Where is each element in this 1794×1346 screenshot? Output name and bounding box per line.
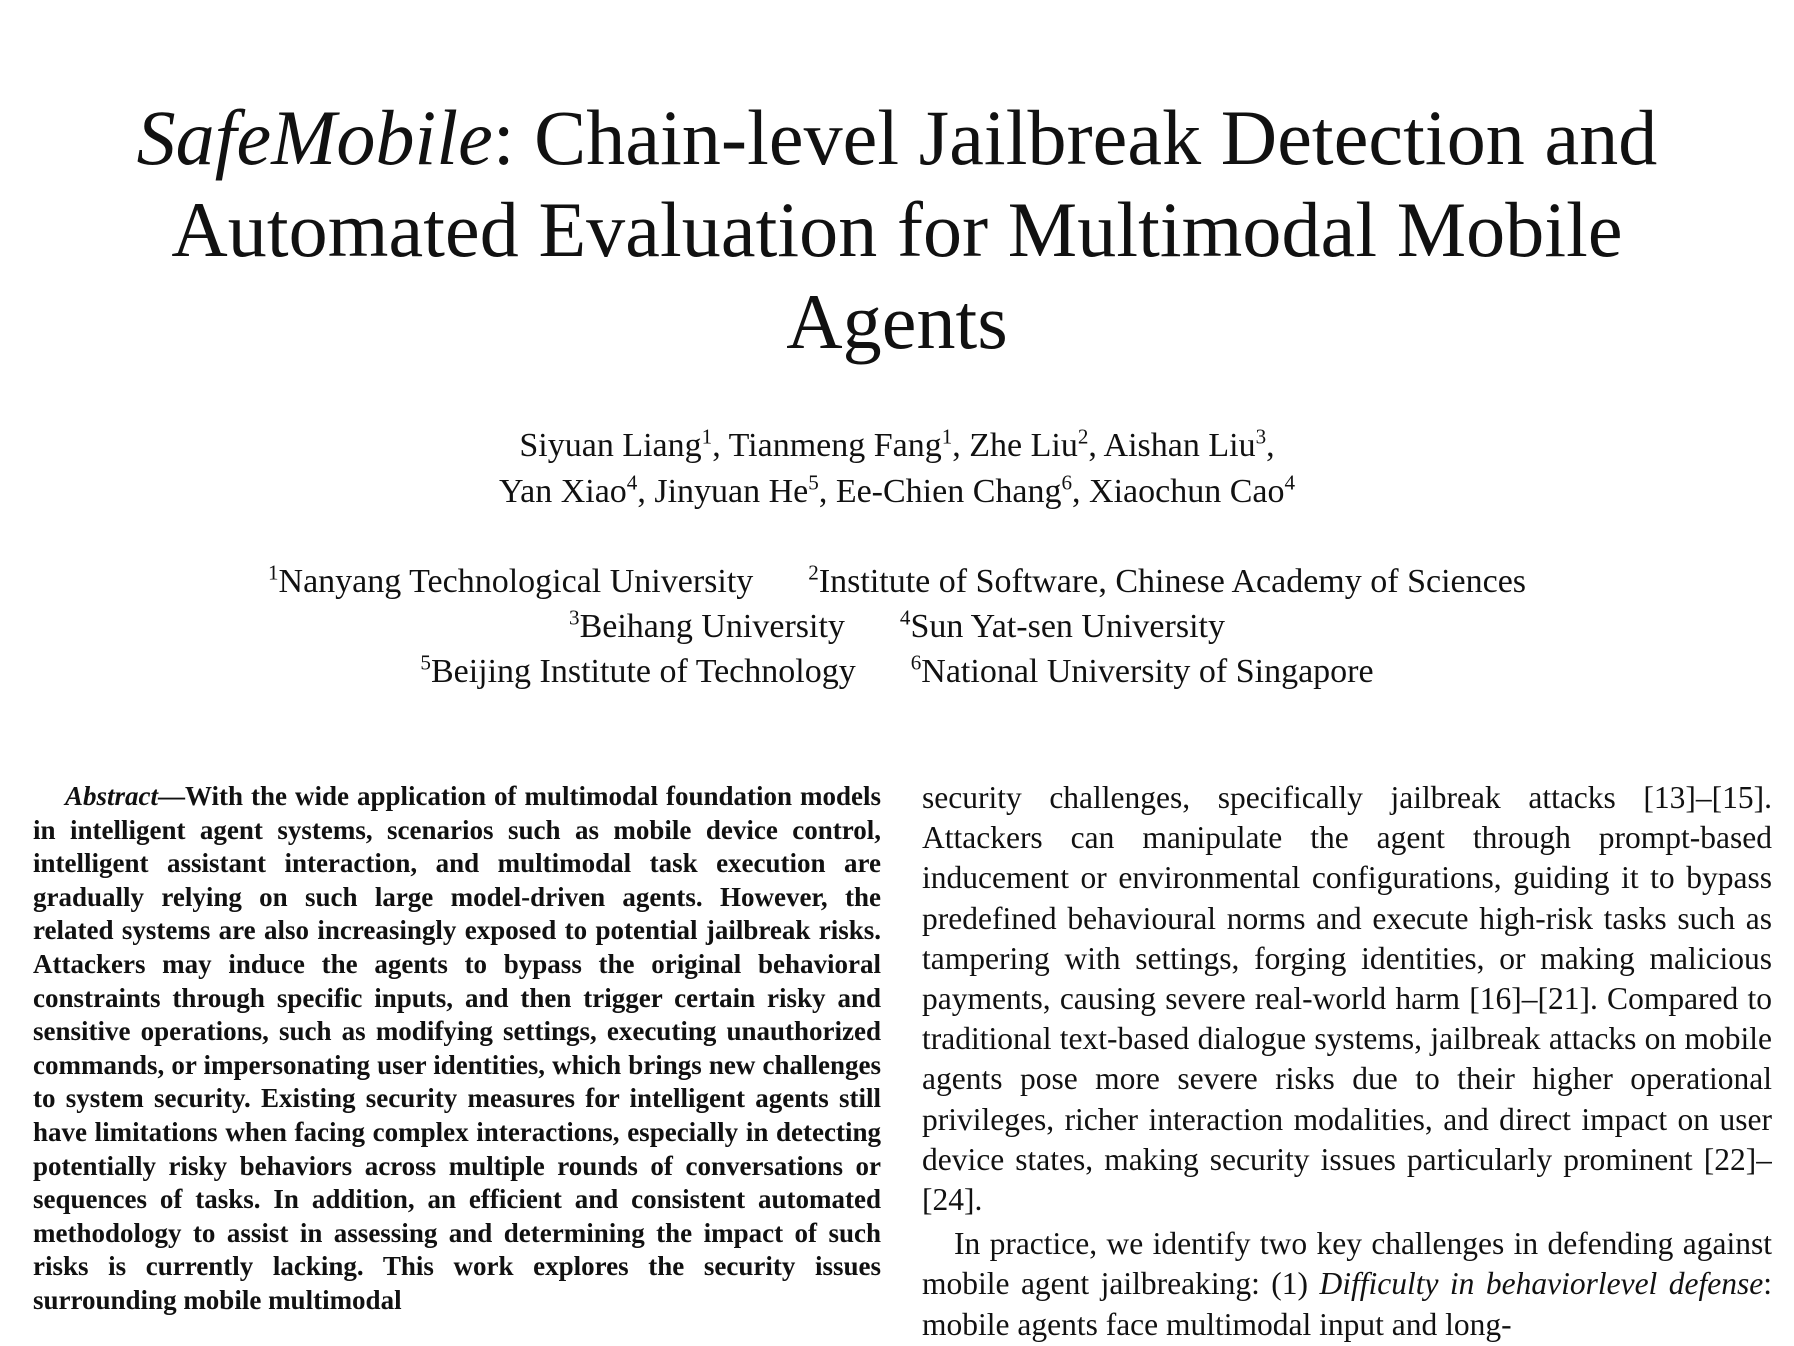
affiliation-marker: 1: [267, 560, 279, 585]
affiliation-name: Institute of Software, Chinese Academy of Sciences: [818, 563, 1527, 600]
authors: [250, 423, 1544, 515]
abstract-dash: —: [158, 781, 186, 811]
author-affiliation-marker: 1: [941, 424, 953, 449]
abstract-text: With the wide application of multimodal foundation models in intelligent agent systems, scenarios such as mobile device control, intelligent assistant interaction, and multimodal task execution are gradually relying on such large model-driven agents. However, the related systems are also increasingly exposed to potential jailbreak risks. Attackers may induce the agents to bypass the original behavioral constraints through specific inputs, and then trigger certain risky and sensitive operations, such as modifying settings, executing unauthorized commands, or impersonating user identities, which brings new challenges to system security. Existing security measures for intelligent agents still have limitations when facing complex interactions, especially in detecting potentially risky behaviors across multiple rounds of conversations or sequences of tasks. In addition, an efficient and consistent automated methodology to assist in assessing and determining the impact of such risks is currently lacking. This work explores the security issues surrounding mobile multimodal: [33, 781, 881, 1315]
paper-title-italic: SafeMobile: [136, 94, 493, 181]
affiliations: [140, 559, 1654, 694]
authors-line-2: Yan Xiao$^4$, Jinyuan He$^5$, Ee-Chien Chang$^6$, Xiaochun Cao$^4$: [498, 470, 1296, 510]
author-name: Siyuan Liang: [519, 427, 702, 464]
abstract-column: [33, 780, 881, 1346]
affiliations-line-1: [140, 559, 1654, 604]
paper-title-block: [80, 92, 1714, 368]
affiliation-marker: 3: [569, 605, 580, 630]
affiliation-marker: 4: [899, 605, 911, 630]
author-affiliation-marker: 2: [1077, 424, 1089, 449]
author-name: Jinyuan He: [654, 473, 809, 510]
paper-title-rest: : Chain-level Jailbreak Detection and Automated Evaluation for Multimodal Mobile Agents: [171, 94, 1658, 365]
affiliations-line-2: [140, 604, 1654, 649]
affiliation-name: Beihang University: [579, 608, 845, 645]
affiliation-name: Beijing Institute of Technology: [430, 653, 856, 690]
author-affiliation-marker: 1: [701, 424, 713, 449]
affiliation-name: National University of Singapore: [921, 653, 1374, 690]
affiliation-name: Sun Yat-sen University: [910, 608, 1225, 645]
affiliation-name: Nanyang Technological University: [278, 563, 754, 600]
body-paragraph-1: security challenges, specifically jailbreak attacks [13]–[15]. Attackers can manipulate the agent through prompt-based inducement or environmental configurations, guiding it to bypass predefined behavioural norms and execute high-risk tasks such as tampering with settings, forging identities, or making malicious payments, causing severe real-world harm [16]–[21]. Compared to traditional text-based dialogue systems, jailbreak attacks on mobile agents pose more severe risks due to their higher operational privileges, richer interaction modalities, and direct impact on user device states, making security issues particularly prominent [22]–[24].: [922, 780, 1772, 1218]
authors-line-1: Siyuan Liang$^1$, Tianmeng Fang$^1$, Zhe Liu$^2$, Aishan Liu$^3$,: [519, 424, 1275, 464]
author-affiliation-marker: 4: [626, 470, 638, 495]
body-paragraph-2-emphasis: Difficulty in behaviorlevel defense: [1319, 1266, 1764, 1302]
abstract-label: Abstract: [65, 781, 159, 811]
paper-title: [80, 92, 1714, 368]
author-name: Xiaochun Cao: [1089, 473, 1285, 510]
author-name: Aishan Liu: [1103, 427, 1256, 464]
author-affiliation-marker: 5: [808, 470, 819, 495]
body-paragraph-2: [922, 1224, 1772, 1345]
author-affiliation-marker: 3: [1255, 424, 1267, 449]
affiliation-marker: 2: [808, 560, 819, 585]
body-paragraph-2-end: : mobile agents face multimodal input and long-: [922, 1266, 1772, 1342]
author-affiliation-marker: 4: [1284, 470, 1296, 495]
affiliation-marker: 5: [420, 650, 431, 675]
body-paragraph-2-start: In practice, we identify two key challenges in defending against mobile agent jailbreaking: (1): [922, 1226, 1772, 1302]
author-name: Zhe Liu: [969, 427, 1078, 464]
author-affiliation-marker: 6: [1061, 470, 1073, 495]
author-name: Ee-Chien Chang: [835, 473, 1062, 510]
right-body-column: [922, 778, 1772, 1346]
affiliations-line-3: [140, 649, 1654, 694]
author-name: Yan Xiao: [498, 473, 627, 510]
author-name: Tianmeng Fang: [728, 427, 942, 464]
affiliation-marker: 6: [910, 650, 922, 675]
